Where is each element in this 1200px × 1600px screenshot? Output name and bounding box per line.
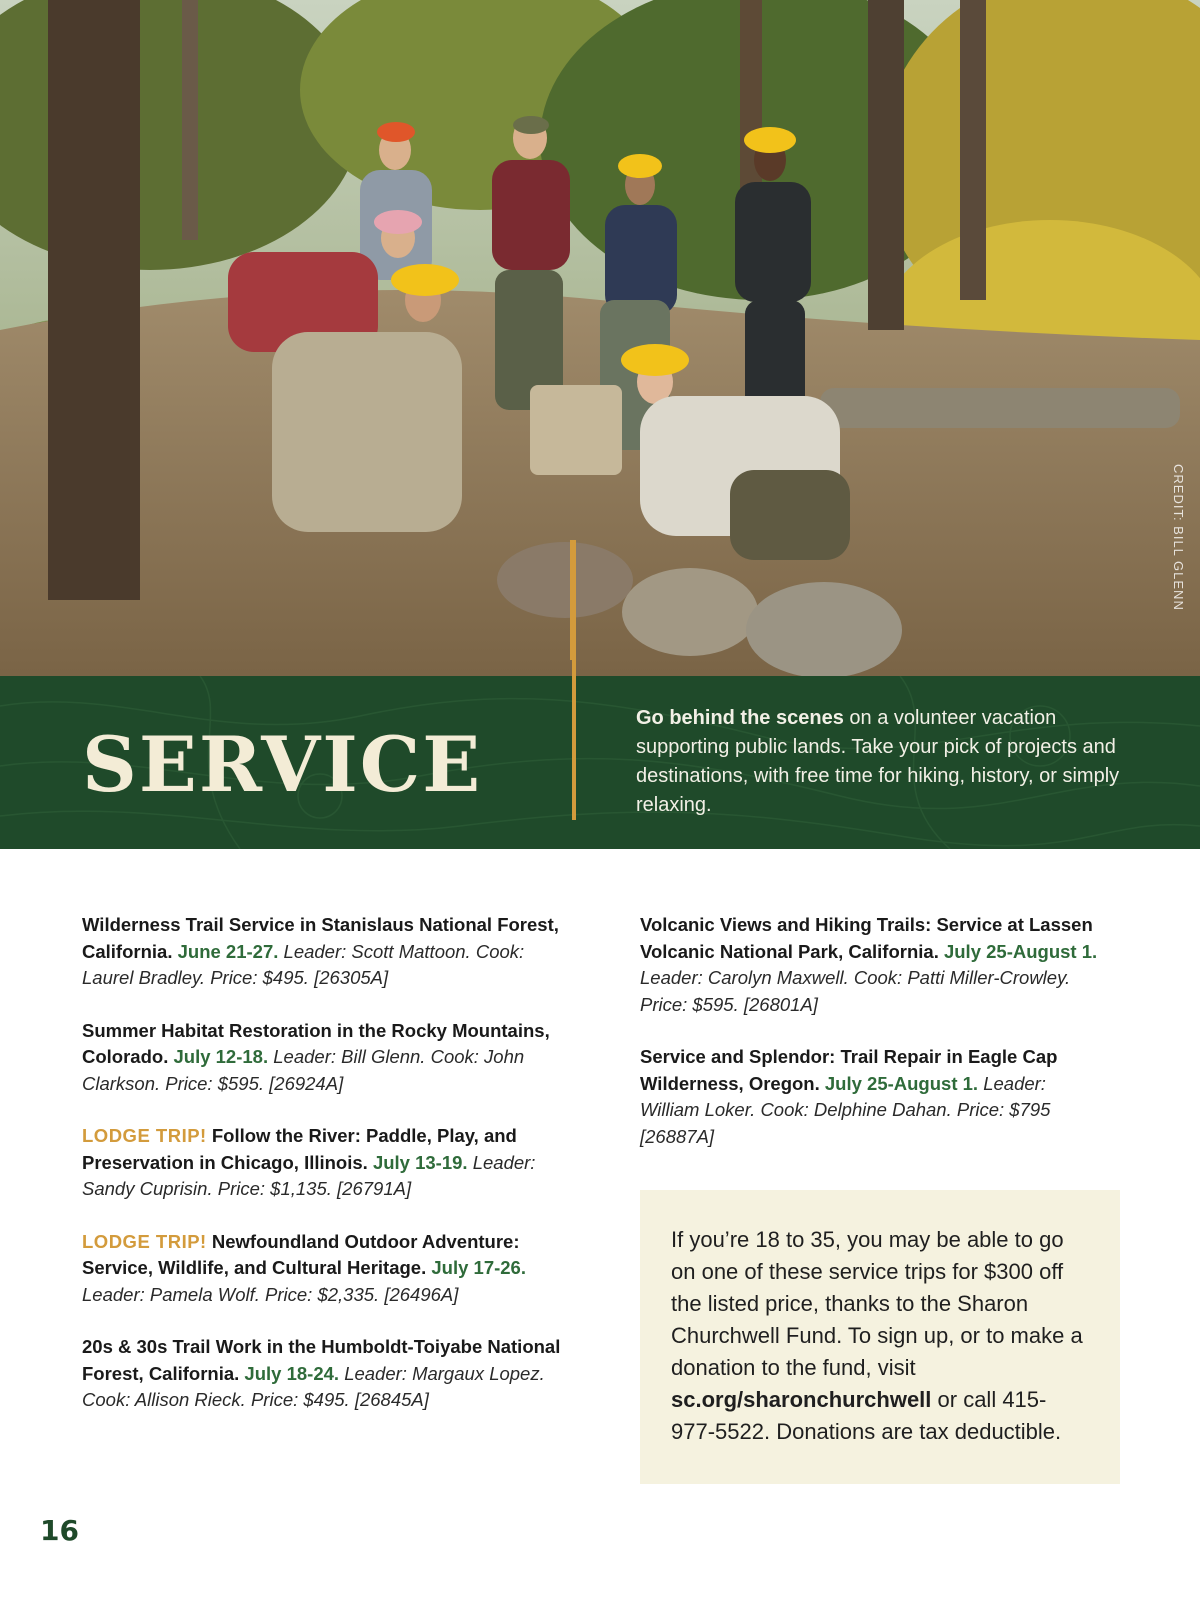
trip-dates: July 18-24.: [244, 1362, 340, 1384]
discount-note: [640, 1190, 1120, 1484]
trip-details: Leader: Pamela Wolf. Price: $2,335. [26496A]: [82, 1283, 459, 1305]
trip-title: Newfoundland Outdoor Adventure: Service, Wildlife, and Cultural Heritage.: [82, 1230, 520, 1278]
lodge-trip-tag: LODGE TRIP!: [82, 1125, 207, 1146]
trip-details: Leader: Sandy Cuprisin. Price: $1,135. [26791A]: [82, 1151, 536, 1199]
trip-details: Leader: Scott Mattoon. Cook: Laurel Bradley. Price: $495. [26305A]: [82, 940, 525, 988]
note-text-before: If you’re 18 to 35, you may be able to go on one of these service trips for $300 off the listed price, thanks to the Sharon Churchwell Fund. To sign up, or to make a donation to the fund, visit: [671, 1227, 1083, 1380]
trip-list-left: [82, 912, 562, 1440]
trip-listing: [82, 912, 562, 992]
trip-details: Leader: Margaux Lopez. Cook: Allison Rieck. Price: $495. [26845A]: [82, 1362, 545, 1410]
photo-credit: CREDIT: BILL GLENN: [1171, 464, 1186, 611]
note-text-after: or call 415-977-5522. Donations are tax deductible.: [671, 1387, 1062, 1444]
trip-title: Service and Splendor: Trail Repair in Eagle Cap Wilderness, Oregon.: [640, 1046, 1058, 1094]
trip-title: Follow the River: Paddle, Play, and Preservation in Chicago, Illinois.: [82, 1125, 517, 1173]
trip-dates: July 25-August 1.: [824, 1072, 979, 1094]
banner-divider: [572, 540, 576, 820]
section-banner: [0, 676, 1200, 849]
note-link[interactable]: sc.org/sharonchurchwell: [671, 1387, 932, 1412]
trip-title: 20s & 30s Trail Work in the Humboldt-Toiyabe National Forest, California.: [82, 1336, 561, 1384]
trip-listing: [82, 1229, 562, 1309]
hero-photo-illustration: [0, 0, 1200, 676]
hero-photo: [0, 0, 1200, 676]
trip-dates: July 13-19.: [372, 1151, 468, 1173]
intro-rest: on a volunteer vacation supporting public lands. Take your pick of projects and destinations, with free time for hiking, history, or simply relaxing.: [636, 707, 1120, 816]
intro-lead: Go behind the scenes: [636, 707, 844, 729]
section-title: SERVICE: [82, 720, 483, 809]
section-intro: [636, 704, 1136, 820]
trip-details: Leader: Bill Glenn. Cook: John Clarkson. Price: $595. [26924A]: [82, 1046, 525, 1094]
trip-details: Leader: William Loker. Cook: Delphine Dahan. Price: $795 [26887A]: [640, 1072, 1051, 1147]
trip-listing: [82, 1334, 562, 1414]
trip-listing: [640, 1044, 1110, 1150]
trip-dates: July 12-18.: [173, 1046, 269, 1067]
trip-details: Leader: Carolyn Maxwell. Cook: Patti Miller-Crowley. Price: $595. [26801A]: [640, 967, 1071, 1015]
trip-title: Summer Habitat Restoration in the Rocky Mountains, Colorado.: [82, 1019, 550, 1067]
trip-title: Volcanic Views and Hiking Trails: Service at Lassen Volcanic National Park, California.: [640, 914, 1093, 962]
trip-listing: [82, 1123, 562, 1203]
trip-title: Wilderness Trail Service in Stanislaus National Forest, California.: [82, 914, 559, 962]
trip-dates: June 21-27.: [177, 940, 279, 962]
trip-list-right: [640, 912, 1110, 1176]
trip-dates: July 25-August 1.: [943, 940, 1098, 962]
lodge-trip-tag: LODGE TRIP!: [82, 1230, 207, 1252]
page-number: 16: [40, 1514, 79, 1547]
trip-dates: July 17-26.: [431, 1257, 526, 1278]
trip-listing: [82, 1018, 562, 1098]
trip-listing: [640, 912, 1110, 1018]
